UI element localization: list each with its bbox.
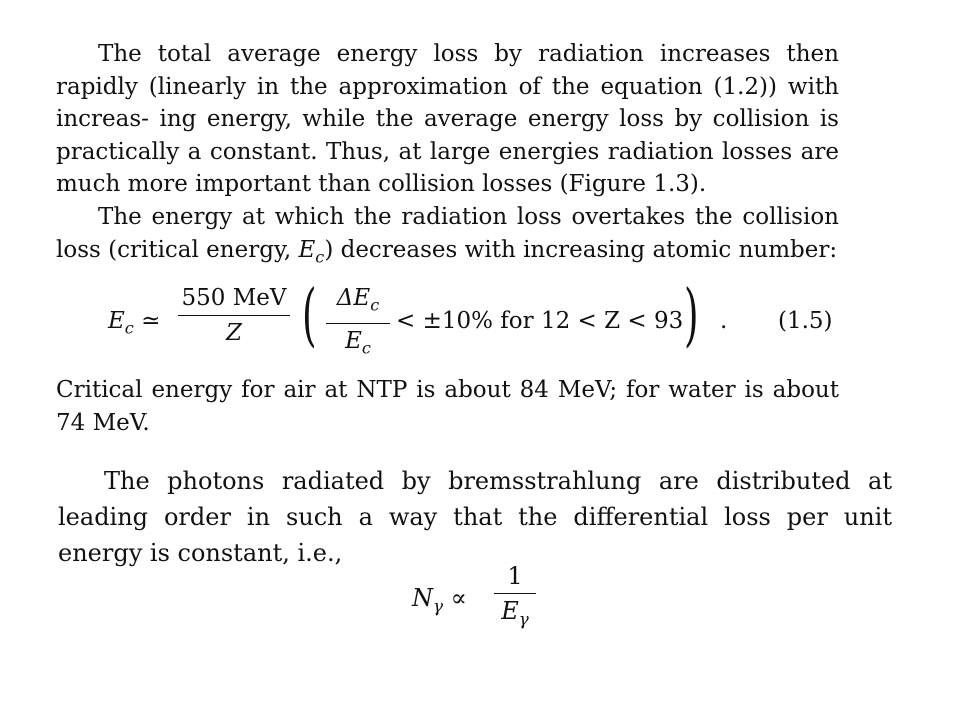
fraction-numerator: 550 MeV [181,285,287,311]
photon-number-subscript: γ [433,595,444,616]
paragraph-bremsstrahlung: The photons radiated by bremsstrahlung are distributed at leading order in such a way that the differential loss per unit energy is constant, i.e., [58,467,892,567]
photon-energy-subscript: γ [518,609,529,630]
paragraph-critical-energy-text-1: The energy at which the radiation loss overtakes the collision loss (critical energy, [56,204,839,263]
fraction-bar [178,315,290,316]
equation-number: (1.5) [778,308,833,334]
photon-fraction-numerator: 1 [507,562,523,590]
photon-number-symbol: N [412,584,433,612]
fraction-delta-e [326,284,390,363]
fraction-energy-over-z [178,284,290,347]
equation-condition: < ±10% for 12 < Z < 93 [396,308,684,334]
equation-relation: ≃ [141,308,161,334]
equation-lhs-subscript: c [124,318,134,338]
equation-period: . [720,308,728,334]
right-parenthesis: ) [683,276,699,355]
inner-denominator-symbol: E [345,327,362,354]
photon-fraction-denominator [501,597,529,633]
fraction-denominator: Z [226,320,242,347]
critical-energy-subscript: c [315,247,325,267]
paragraph-critical-energy [56,201,839,274]
left-parenthesis: ( [301,276,317,355]
inner-denominator [345,327,371,363]
inner-denominator-subscript: c [361,338,371,358]
proportional-symbol: ∝ [450,584,467,612]
paragraph-critical-energy-text-2: ) decreases with increasing atomic number: [324,236,838,263]
paragraph-radiation-loss: The total average energy loss by radiation increases then rapidly (linearly in the approximation of the equation (1.2)) with increas- ing energy, while the average energy loss by collision is practically a constant. Thus, at large energies radiation losses are much more important than collision losses (Figure 1.3). [56,41,839,198]
equation-photon-spectrum [412,562,542,642]
inner-fraction-bar [326,323,390,324]
equation-1-5 [108,276,840,362]
photon-fraction [494,562,536,633]
inner-numerator [337,284,379,320]
equation-lhs [108,308,160,338]
inner-numerator-subscript: c [370,295,380,315]
critical-energy-symbol: E [298,236,316,263]
paragraph-critical-values: Critical energy for air at NTP is about 84 MeV; for water is about 74 MeV. [56,377,839,436]
photon-equation-lhs [412,584,467,616]
inner-numerator-symbol: ΔE [336,285,371,311]
equation-lhs-symbol: E [108,308,125,334]
photon-fraction-bar [494,593,536,594]
photon-energy-symbol: E [501,597,519,626]
